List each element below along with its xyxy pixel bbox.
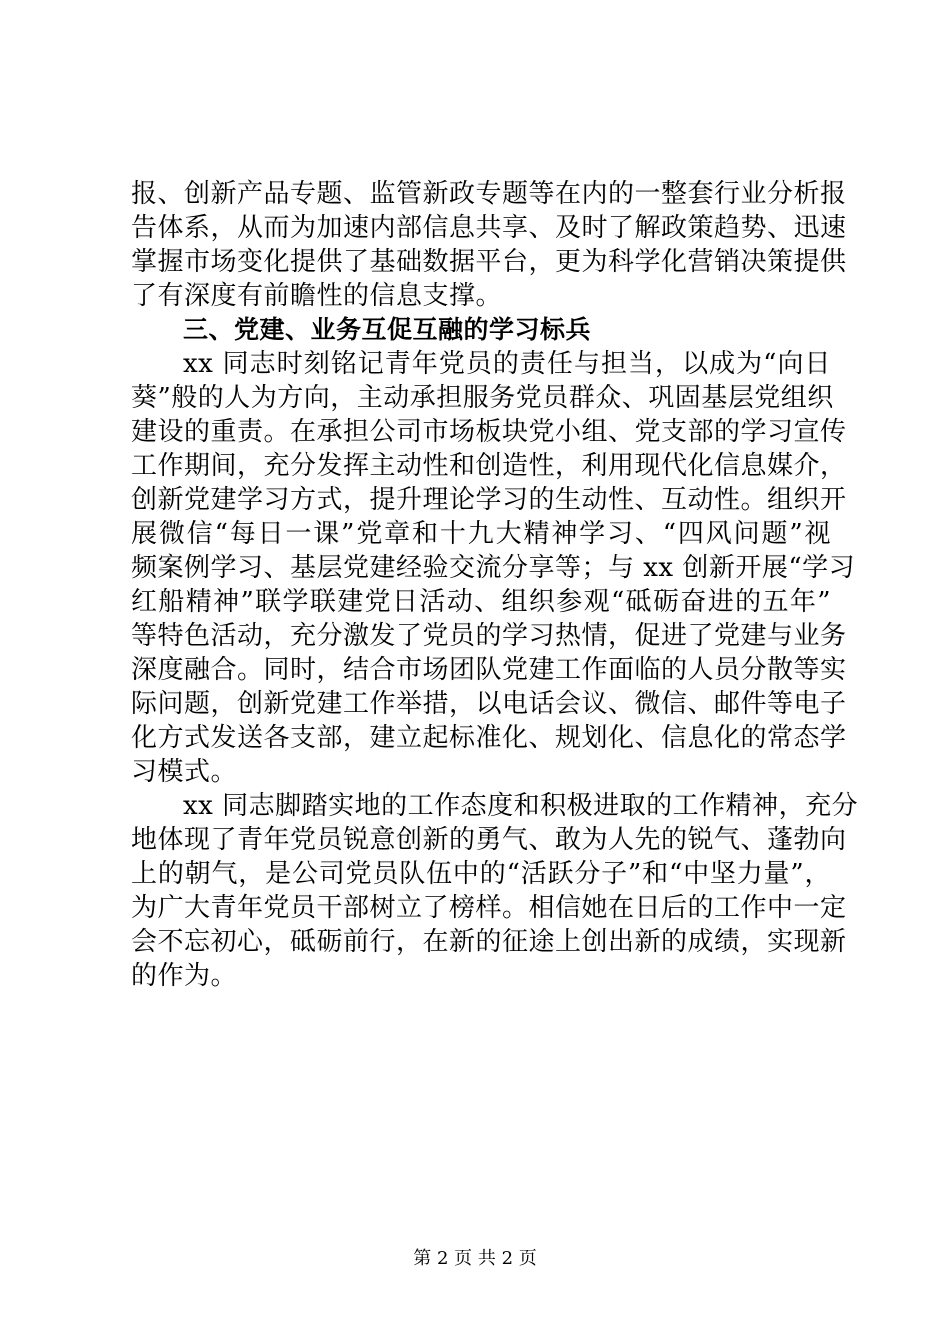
page-number-footer: 第 2 页 共 2 页 bbox=[413, 1248, 537, 1269]
paragraph-line: 了有深度有前瞻性的信息支撑。 bbox=[131, 281, 503, 311]
paragraph-line: xx 同志脚踏实地的工作态度和积极进取的工作精神，充分 bbox=[183, 791, 859, 821]
paragraph-line: 会不忘初心，砥砺前行，在新的征途上创出新的成绩，实现新 bbox=[131, 927, 847, 957]
paragraph-line: 际问题，创新党建工作举措，以电话会议、微信、邮件等电子 bbox=[131, 689, 847, 719]
paragraph-line: 的作为。 bbox=[131, 961, 238, 991]
paragraph-line: 为广大青年党员干部树立了榜样。相信她在日后的工作中一定 bbox=[131, 893, 847, 923]
section-heading: 三、党建、业务互促互融的学习标兵 bbox=[183, 315, 592, 344]
paragraph-line: 掌握市场变化提供了基础数据平台，更为科学化营销决策提供 bbox=[131, 247, 847, 277]
paragraph-line: 频案例学习、基层党建经验交流分享等；与 xx 创新开展“学习 bbox=[131, 553, 856, 583]
paragraph-line: 工作期间，充分发挥主动性和创造性，利用现代化信息媒介， bbox=[131, 451, 847, 481]
paragraph-line: 等特色活动，充分激发了党员的学习热情，促进了党建与业务 bbox=[131, 621, 847, 651]
paragraph-line: 报、创新产品专题、监管新政专题等在内的一整套行业分析报 bbox=[131, 179, 847, 209]
paragraph-line: 告体系，从而为加速内部信息共享、及时了解政策趋势、迅速 bbox=[131, 213, 847, 243]
paragraph-line: 地体现了青年党员锐意创新的勇气、敢为人先的锐气、蓬勃向 bbox=[131, 825, 847, 855]
paragraph-1 bbox=[131, 177, 847, 313]
paragraph-line: 创新党建学习方式，提升理论学习的生动性、互动性。组织开 bbox=[131, 485, 847, 515]
paragraph-line: 红船精神”联学联建党日活动、组织参观“砥砺奋进的五年” bbox=[131, 587, 831, 617]
paragraph-2 bbox=[131, 347, 856, 789]
paragraph-line: 葵”般的人为方向，主动承担服务党员群众、巩固基层党组织 bbox=[131, 383, 834, 413]
paragraph-line: 建设的重责。在承担公司市场板块党小组、党支部的学习宣传 bbox=[131, 417, 847, 447]
paragraph-3 bbox=[131, 789, 859, 993]
paragraph-line: 展微信“每日一课”党章和十九大精神学习、“四风问题”视 bbox=[131, 519, 831, 549]
paragraph-line: xx 同志时刻铭记青年党员的责任与担当，以成为“向日 bbox=[183, 349, 831, 379]
paragraph-line: 上的朝气，是公司党员队伍中的“活跃分子”和“中坚力量”， bbox=[131, 859, 831, 889]
paragraph-line: 化方式发送各支部，建立起标准化、规划化、信息化的常态学 bbox=[131, 723, 847, 753]
document-body bbox=[131, 177, 859, 993]
paragraph-line: 习模式。 bbox=[131, 757, 238, 787]
paragraph-line: 深度融合。同时，结合市场团队党建工作面临的人员分散等实 bbox=[131, 655, 847, 685]
